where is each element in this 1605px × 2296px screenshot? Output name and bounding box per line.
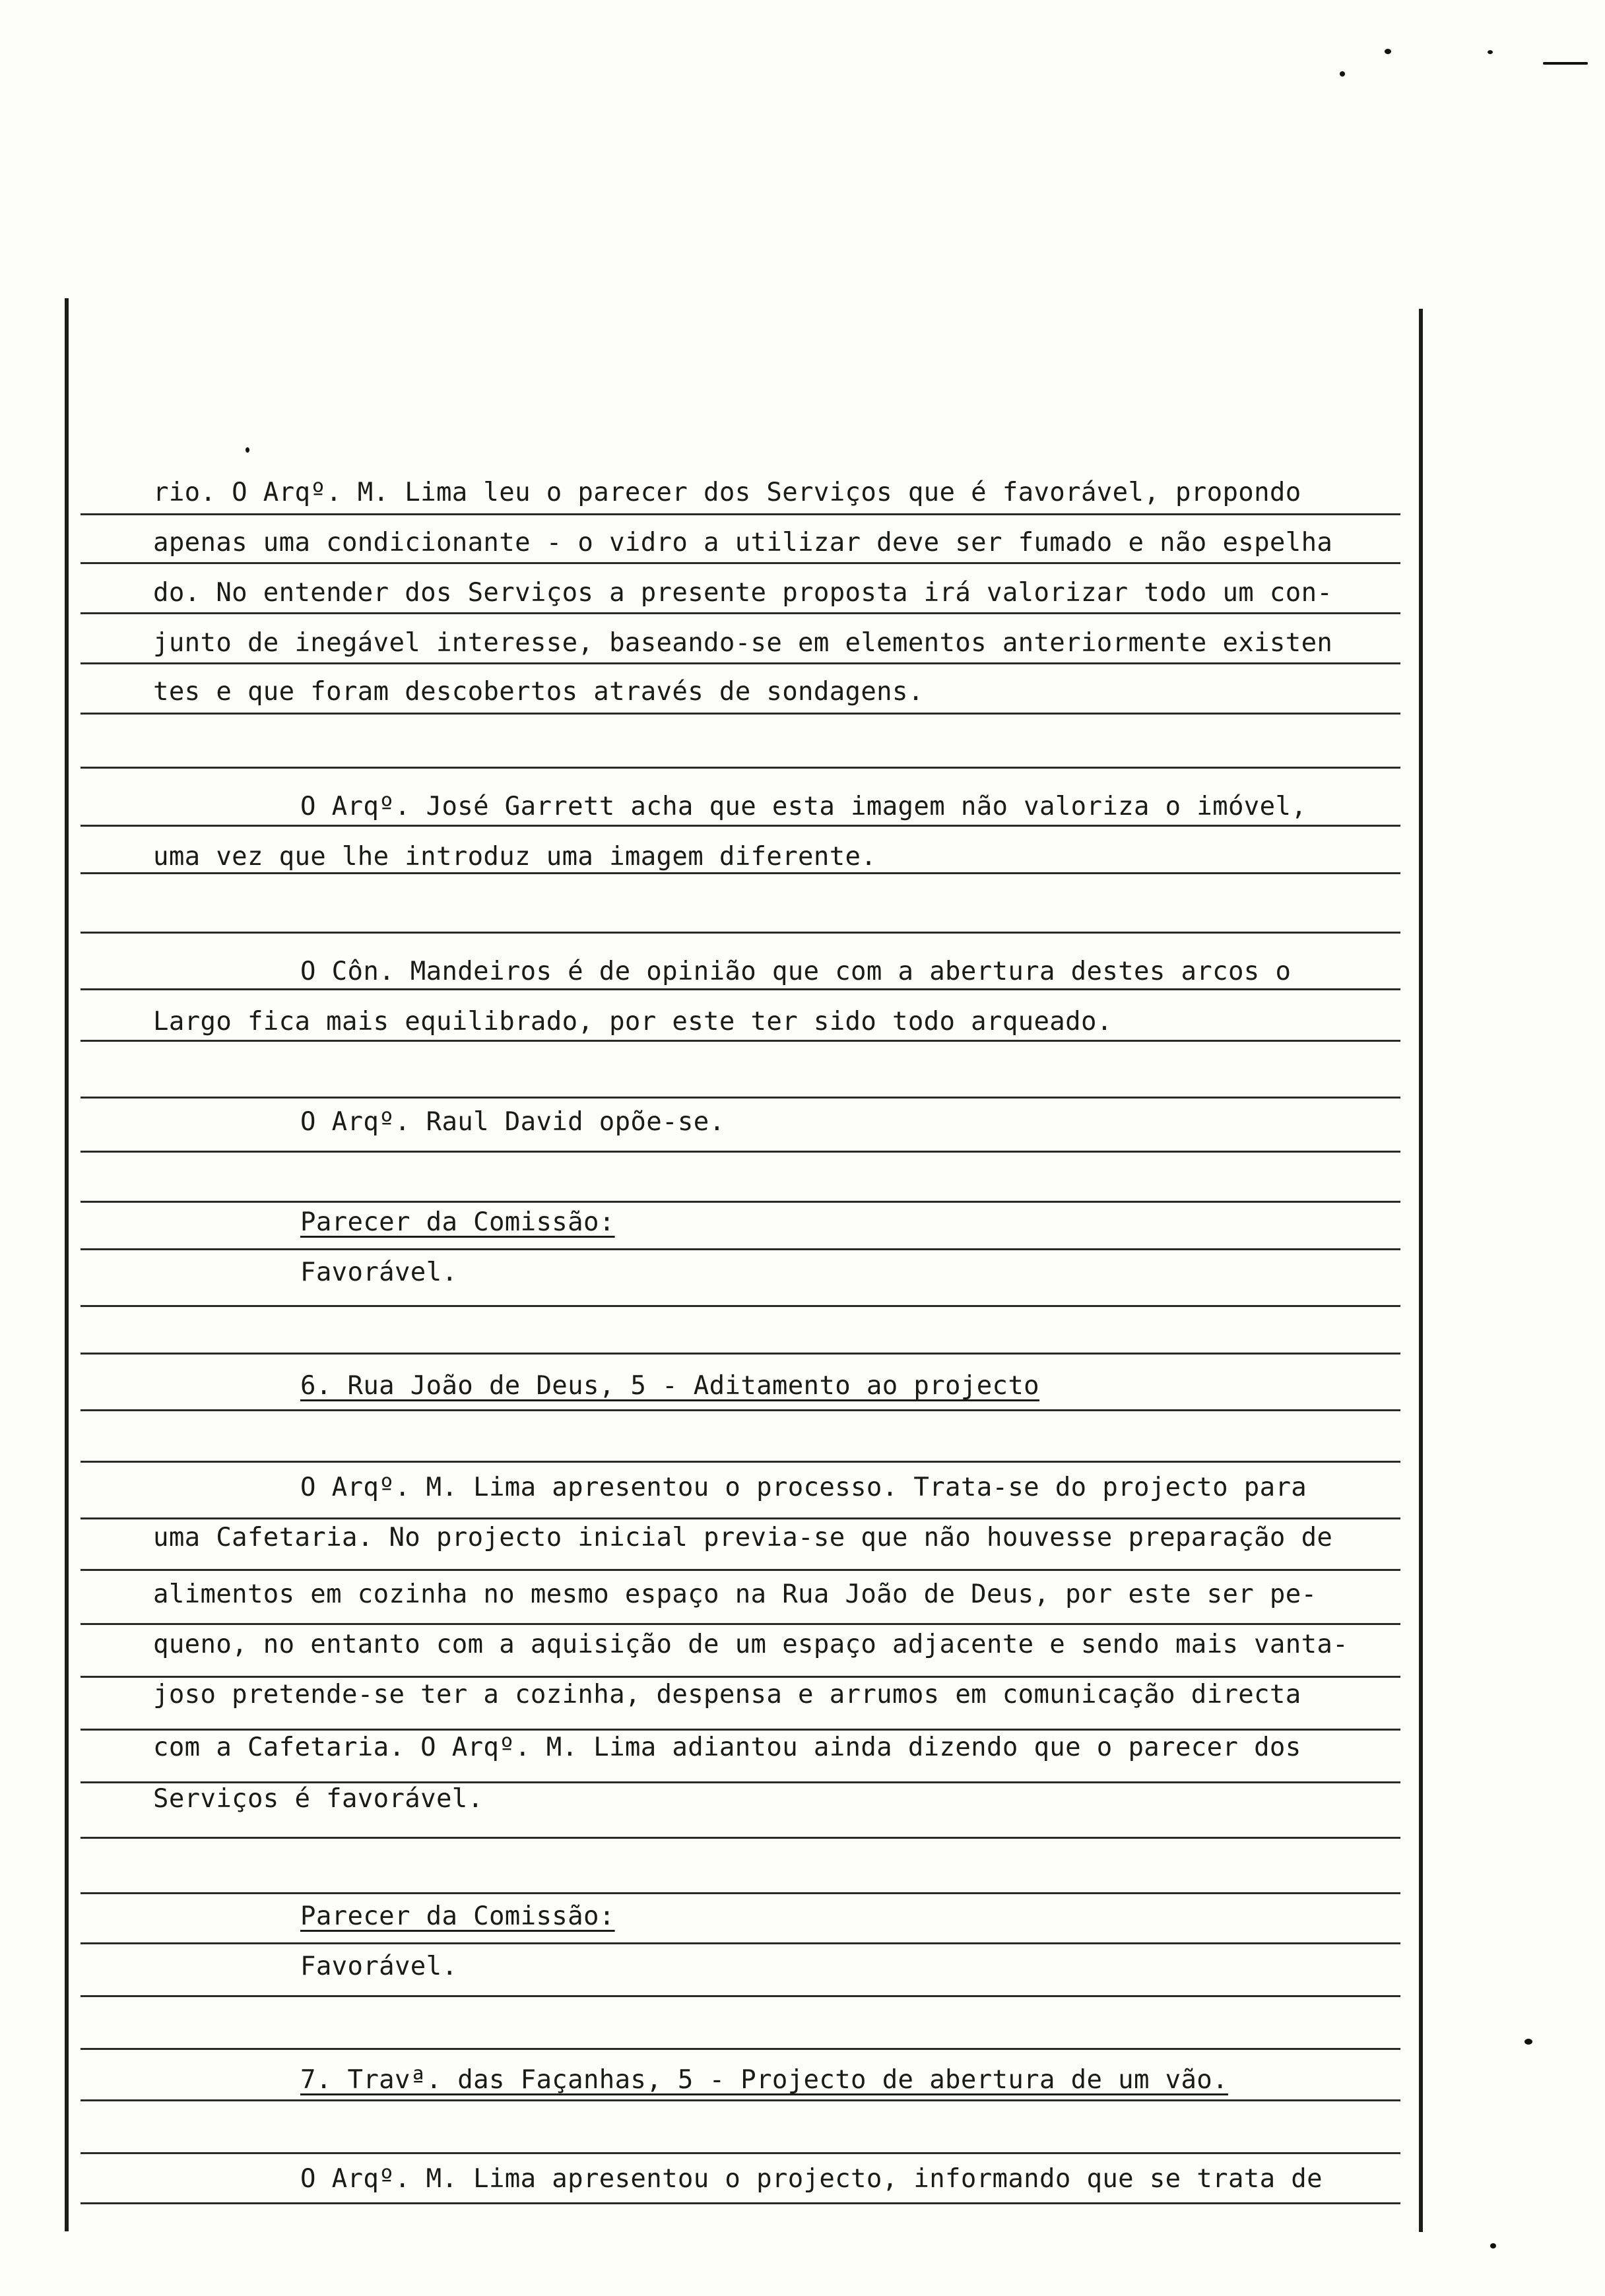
text-line: O Arqº. M. Lima apresentou o projecto, informando que se trata de <box>300 2164 1323 2194</box>
left-margin-line <box>65 298 69 2231</box>
text-line: alimentos em cozinha no mesmo espaço na Rua João de Deus, por este ser pe- <box>153 1579 1317 1609</box>
ruled-line <box>81 1892 1400 1894</box>
scan-mark <box>1543 62 1588 65</box>
ruled-line <box>81 1248 1400 1250</box>
scan-speck <box>1490 2243 1496 2248</box>
text-line: apenas uma condicionante - o vidro a utilizar deve ser fumado e não espelha <box>153 528 1333 558</box>
text-line: Largo fica mais equilibrado, por este ter sido todo arqueado. <box>153 1007 1113 1036</box>
text-line: rio. O Arqº. M. Lima leu o parecer dos Serviços que é favorável, propondo <box>153 478 1301 507</box>
text-line: Favorável. <box>300 1258 458 1287</box>
ruled-line <box>81 2048 1400 2050</box>
text-line: O Arqº. M. Lima apresentou o processo. Trata-se do projecto para <box>300 1473 1307 1502</box>
text-line: do. No entender dos Serviços a presente proposta irá valorizar todo um con- <box>153 578 1333 608</box>
ruled-line <box>81 1097 1400 1099</box>
ruled-line <box>81 1201 1400 1203</box>
ruled-line <box>81 1995 1400 1997</box>
ruled-line <box>81 1623 1400 1625</box>
text-line: uma vez que lhe introduz uma imagem diferente. <box>153 842 877 872</box>
scan-speck <box>1340 71 1345 77</box>
ruled-line <box>81 2099 1400 2101</box>
ruled-line <box>81 713 1400 715</box>
ruled-line <box>81 2152 1400 2154</box>
text-line: O Arqº. Raul David opõe-se. <box>300 1107 725 1137</box>
scan-speck <box>246 447 249 453</box>
text-line: O Côn. Mandeiros é de opinião que com a abertura destes arcos o <box>300 957 1292 986</box>
text-line: O Arqº. José Garrett acha que esta imagem não valoriza o imóvel, <box>300 792 1307 821</box>
text-line: queno, no entanto com a aquisição de um espaço adjacente e sendo mais vanta- <box>153 1630 1349 1659</box>
ruled-line <box>81 1353 1400 1355</box>
ruled-line <box>81 767 1400 769</box>
text-line: junto de inegável interesse, baseando-se em elementos anteriormente existen <box>153 628 1333 658</box>
ruled-line <box>81 1837 1400 1839</box>
ruled-line <box>81 513 1400 515</box>
scan-speck <box>1385 49 1391 54</box>
scan-speck <box>1488 50 1493 54</box>
section-heading: Parecer da Comissão: <box>300 1901 615 1931</box>
section-heading: Parecer da Comissão: <box>300 1207 615 1237</box>
ruled-line <box>81 825 1400 827</box>
ruled-line <box>81 1676 1400 1678</box>
text-line: com a Cafetaria. O Arqº. M. Lima adiantou ainda dizendo que o parecer dos <box>153 1733 1301 1762</box>
ruled-line <box>81 1942 1400 1944</box>
section-heading: 7. Travª. das Façanhas, 5 - Projecto de abertura de um vão. <box>300 2065 1228 2095</box>
ruled-line <box>81 1569 1400 1571</box>
ruled-line <box>81 1461 1400 1463</box>
ruled-line <box>81 988 1400 990</box>
ruled-line <box>81 562 1400 564</box>
ruled-line <box>81 612 1400 614</box>
ruled-line <box>81 1151 1400 1153</box>
ruled-line <box>81 1729 1400 1731</box>
right-margin-line <box>1419 309 1423 2232</box>
section-heading: 6. Rua João de Deus, 5 - Aditamento ao projecto <box>300 1371 1040 1401</box>
ruled-line <box>81 2202 1400 2204</box>
text-line: joso pretende-se ter a cozinha, despensa e arrumos em comunicação directa <box>153 1680 1301 1709</box>
text-line: uma Cafetaria. No projecto inicial previa-se que não houvesse preparação de <box>153 1523 1333 1552</box>
ruled-line <box>81 932 1400 934</box>
ruled-line <box>81 1517 1400 1519</box>
ruled-line <box>81 1305 1400 1307</box>
text-line: Favorável. <box>300 1952 458 1981</box>
ruled-line <box>81 1040 1400 1042</box>
text-line: tes e que foram descobertos através de sondagens. <box>153 677 924 707</box>
text-line: Serviços é favorável. <box>153 1784 484 1814</box>
scan-speck <box>1524 2039 1532 2045</box>
ruled-line <box>81 662 1400 664</box>
ruled-line <box>81 1409 1400 1411</box>
